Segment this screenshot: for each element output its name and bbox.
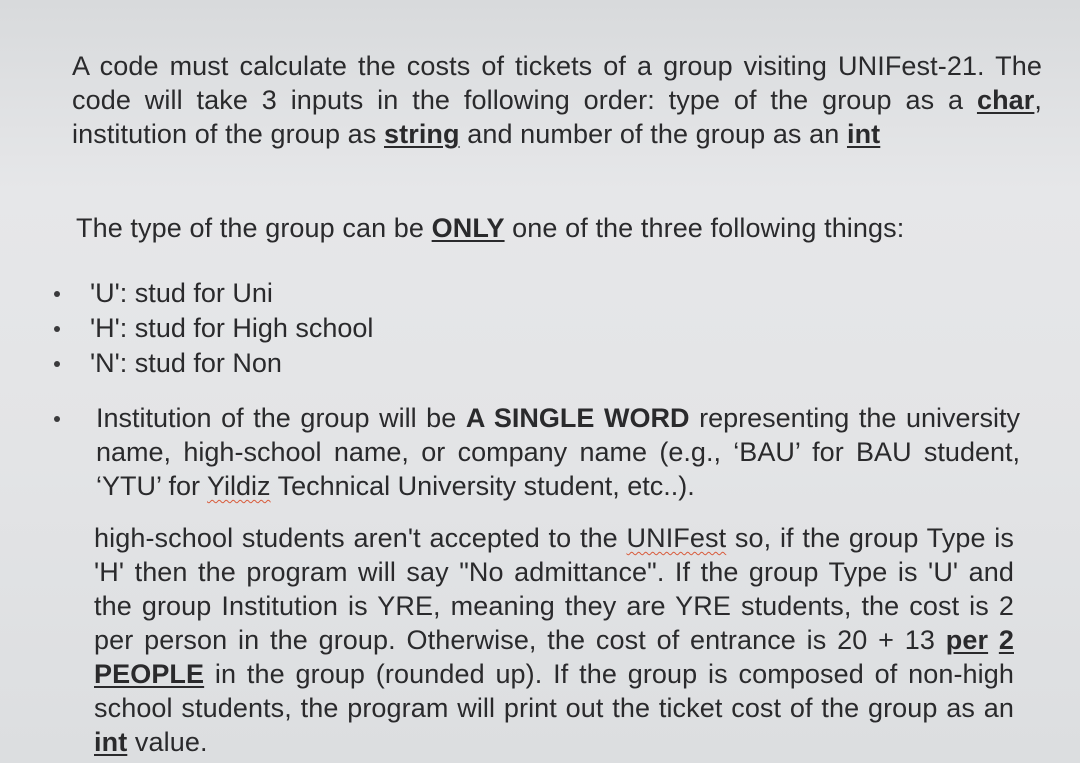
only-keyword: ONLY: [431, 213, 505, 243]
list-item-label: 'N': stud for Non: [90, 348, 282, 378]
list-item-label: 'U': stud for Uni: [90, 278, 273, 308]
bullet-icon: [54, 291, 60, 297]
int-keyword: int: [846, 119, 881, 149]
group-type-text-1: The type of the group can be: [76, 213, 432, 243]
rules-text-4: value.: [127, 727, 208, 757]
list-item: [50, 311, 570, 346]
intro-paragraph: [72, 49, 1042, 151]
unifest-word: UNIFest: [626, 523, 727, 553]
institution-item: [50, 401, 1020, 503]
bullet-icon: [54, 361, 60, 367]
intro-text-1: A code must calculate the costs of tickets of a group visiting UNIFest-21. The code will take 3 inputs in the following order: type of the group as a: [72, 51, 1042, 115]
intro-text-3: and number of the group as an: [459, 119, 847, 149]
institution-text: [96, 401, 1020, 503]
institution-text-2: representing the university name, high-school name, or company name (e.g., ‘BAU’ for BAU student, ‘YTU’ for: [96, 403, 1021, 501]
list-item: [50, 346, 570, 381]
int-keyword: int: [94, 727, 128, 757]
institution-text-3: Technical University student, etc..).: [270, 471, 695, 501]
yildiz-word: Yildiz: [207, 471, 271, 501]
single-word-keyword: A SINGLE WORD: [465, 403, 690, 433]
rules-text-2: so, if the group Type is 'H' then the program will say "No admittance". If the group Type is 'U' and the group Institution is YRE, meaning they are YRE students, the cost is 2 per person in the group. Otherwise, the cost of entrance is 20 + 13: [94, 523, 1014, 655]
bullet-icon: [54, 326, 60, 332]
list-item-label: 'H': stud for High school: [90, 313, 374, 343]
rules-text-3: in the group (rounded up). If the group is composed of non-high school students, the program will print out the ticket cost of the group as an: [94, 659, 1014, 723]
list-item: [50, 276, 570, 311]
rules-space: [988, 625, 999, 655]
bullet-icon: [54, 416, 60, 422]
intro-text-2: , institution of the group as: [72, 85, 1042, 149]
rules-paragraph: [94, 521, 1014, 759]
institution-text-1: Institution of the group will be: [96, 403, 466, 433]
string-keyword: string: [384, 119, 460, 149]
two-people-keyword: 2 PEOPLE: [94, 625, 1014, 689]
rules-text-1: high-school students aren't accepted to the: [94, 523, 627, 553]
char-keyword: char: [976, 85, 1035, 115]
group-type-list: [50, 276, 570, 381]
group-type-text-2: one of the three following things:: [504, 213, 905, 243]
per-keyword: per: [945, 625, 989, 655]
group-type-heading: [76, 211, 1036, 245]
